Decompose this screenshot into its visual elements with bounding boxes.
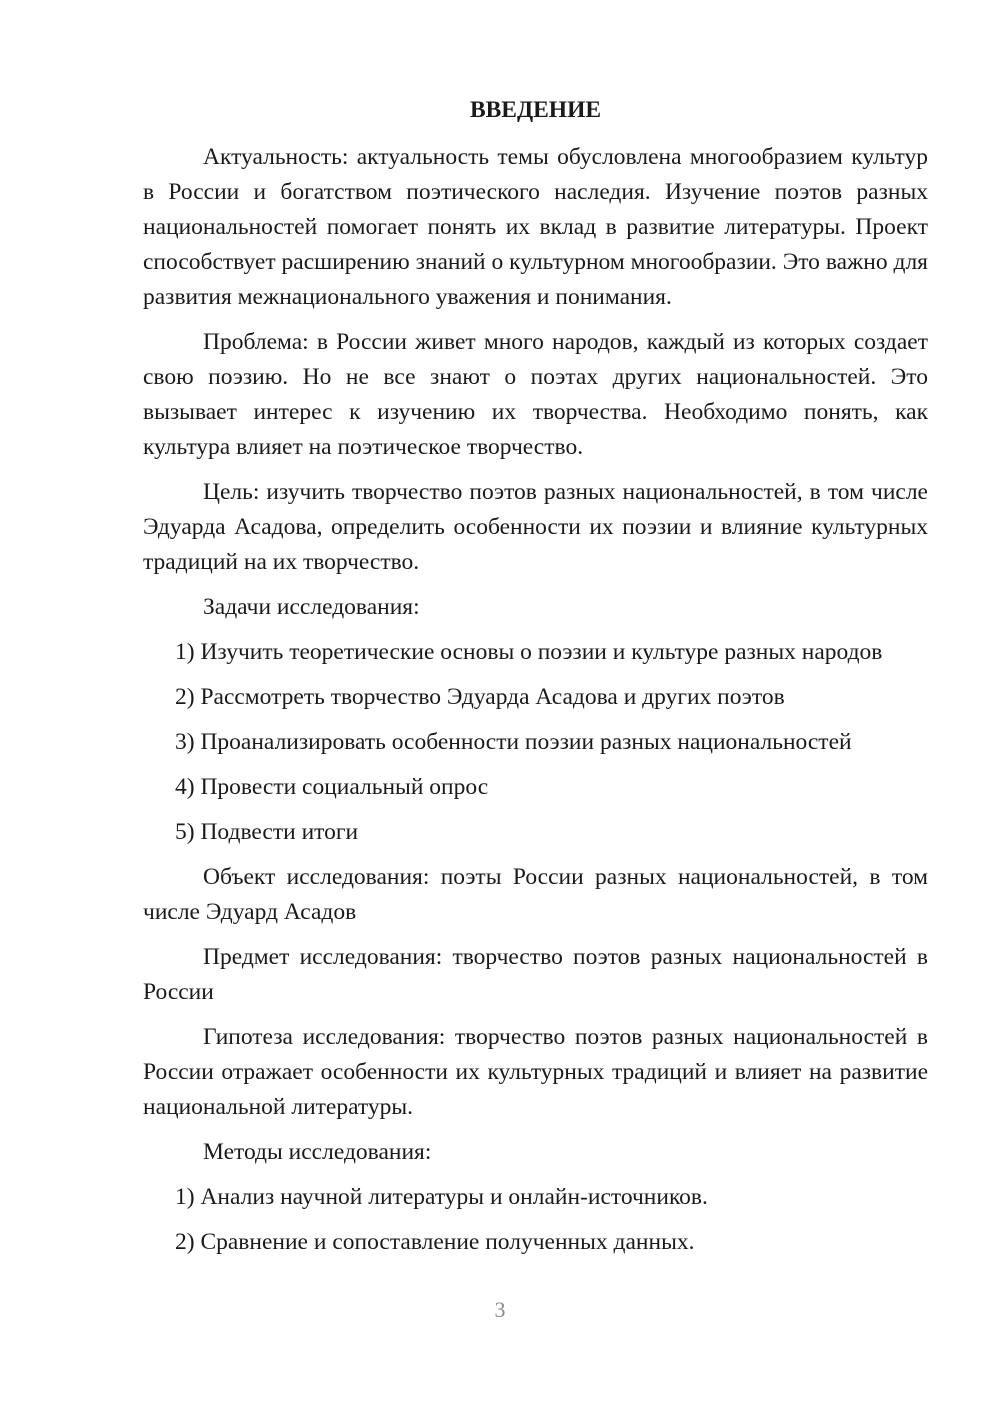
object-paragraph: Объект исследования: поэты России разных национальностей, в том числе Эдуард Асадов	[143, 864, 928, 925]
page-number: 3	[494, 1297, 506, 1322]
list-item: 1) Изучить теоретические основы о поэзии и культуре разных народов	[175, 639, 883, 665]
methods-heading: Методы исследования:	[203, 1139, 432, 1165]
tasks-heading: Задачи исследования:	[203, 594, 420, 620]
list-item: 4) Провести социальный опрос	[175, 774, 489, 800]
relevance-paragraph: Актуальность: актуальность темы обусловлена многообразием культур в России и богатством поэтического наследия. Изучение поэтов разных национальностей помогает понять их вклад в развитие литературы. Проект способствует расширению знаний о культурном многообразии. Это важно для развития межнационального уважения и понимания.	[143, 144, 928, 310]
problem-paragraph: Проблема: в России живет много народов, каждый из которых создает свою поэзию. Но не все знают о поэтах других национальностей. Это вызывает интерес к изучению их творчества. Необходимо понять, как культура влияет на поэтическое творчество.	[143, 329, 928, 460]
goal-paragraph: Цель: изучить творчество поэтов разных национальностей, в том числе Эдуарда Асадова, определить особенности их поэзии и влияние культурных традиций на их творчество.	[143, 479, 928, 575]
list-item: 1) Анализ научной литературы и онлайн-источников.	[175, 1184, 708, 1210]
section-title: ВВЕДЕНИЕ	[469, 97, 602, 123]
hypothesis-paragraph: Гипотеза исследования: творчество поэтов разных национальностей в России отражает особенности их культурных традиций и влияет на развитие национальной литературы.	[143, 1024, 928, 1120]
list-item: 5) Подвести итоги	[175, 819, 359, 845]
methods-list	[143, 1180, 928, 1260]
list-item: 2) Рассмотреть творчество Эдуарда Асадова и других поэтов	[175, 684, 785, 710]
subject-paragraph: Предмет исследования: творчество поэтов разных национальностей в России	[143, 944, 928, 1005]
list-item: 2) Сравнение и сопоставление полученных данных.	[175, 1229, 695, 1255]
list-item: 3) Проанализировать особенности поэзии разных национальностей	[175, 729, 852, 755]
tasks-list	[143, 635, 928, 850]
document-page	[143, 93, 928, 1270]
